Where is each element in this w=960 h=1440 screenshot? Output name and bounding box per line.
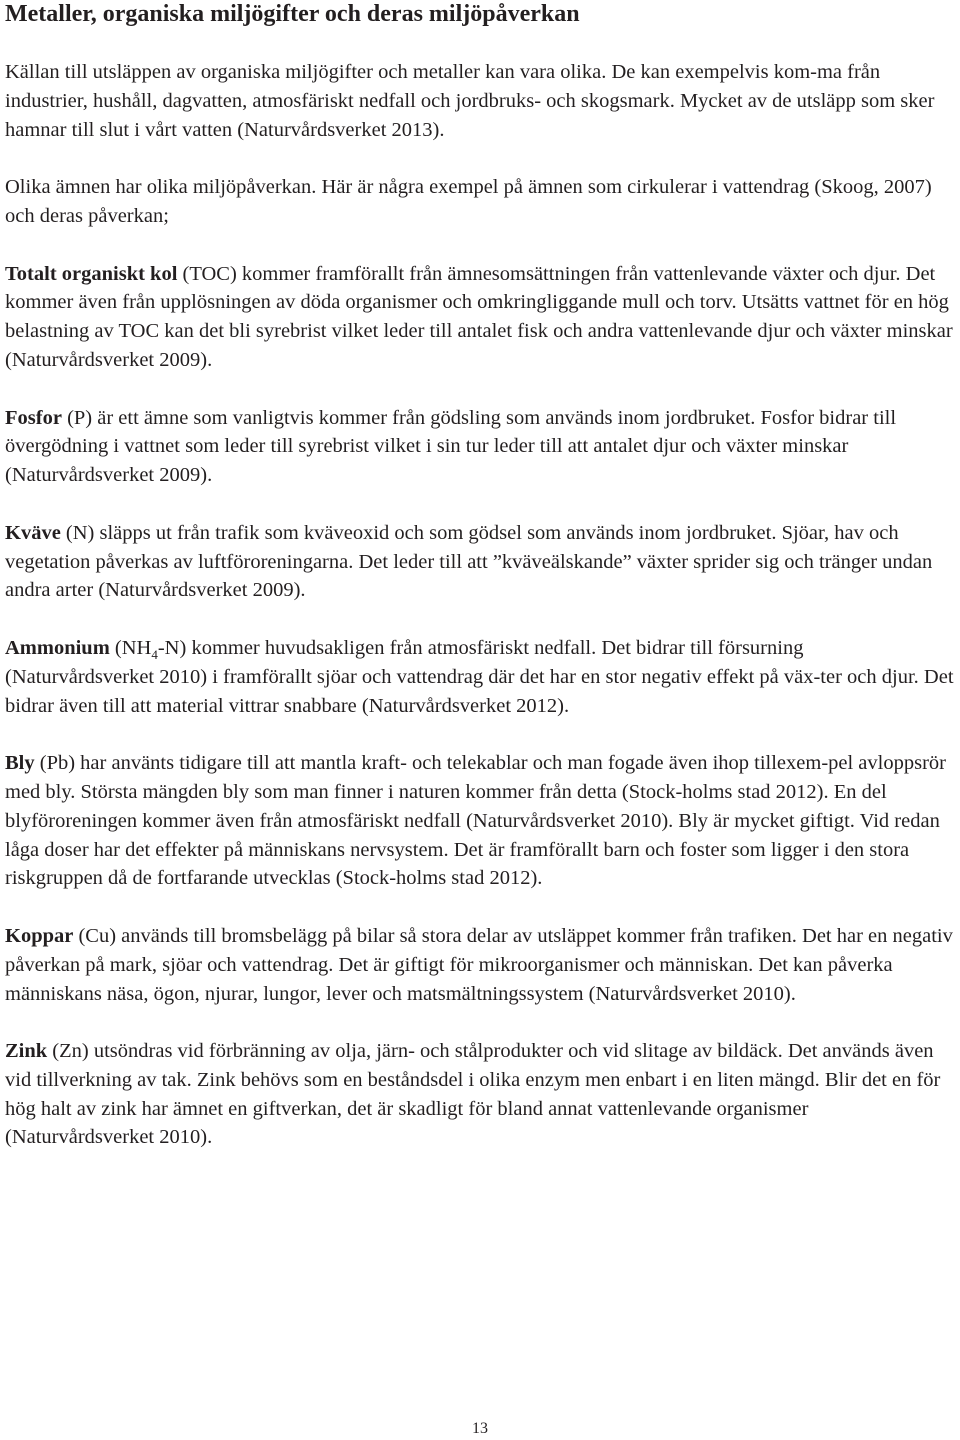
page-title: Metaller, organiska miljögifter och deras miljöpåverkan	[5, 1, 580, 27]
paragraph-ammonium-formula: (NH	[109, 636, 152, 659]
term-fosfor: Fosfor	[5, 406, 62, 429]
paragraph-ammonium	[5, 634, 957, 720]
paragraph-toc-text: (TOC) kommer framförallt från ämnesomsättningen från vattenlevande växter och djur. Det kommer även från upplösningen av döda organismer och omkringliggande mull och torv. Utsätts vattnet för en hög belastning av TOC kan det bli syrebrist vilket leder till antalet fisk och andra vattenlevande djur och växter minskar (Naturvårdsverket 2009).	[5, 262, 953, 371]
document-page	[5, 0, 957, 1152]
paragraph-toc	[5, 260, 957, 375]
paragraph-kvave-text: (N) släpps ut från trafik som kväveoxid och som gödsel som används inom jordbruket. Sjöar, hav och vegetation påverkas av luftföroreningarna. Det leder till att ”kväveälskande” växter sprider sig och tränger undan andra arter (Naturvårdsverket 2009).	[5, 521, 933, 602]
paragraph-fosfor	[5, 404, 957, 490]
paragraph-kvave	[5, 519, 957, 605]
paragraph-bly	[5, 749, 957, 893]
intro-paragraph-sources: Källan till utsläppen av organiska miljögifter och metaller kan vara olika. De kan exempelvis kom-ma från industrier, hushåll, dagvatten, atmosfäriskt nedfall och jordbruks- och skogsmark. Mycket av de utsläpp som sker hamnar till slut i vårt vatten (Naturvårdsverket 2013).	[5, 61, 935, 141]
paragraph-zink	[5, 1037, 957, 1152]
term-ammonium: Ammonium	[5, 636, 110, 659]
term-zink: Zink	[5, 1040, 48, 1063]
term-bly: Bly	[5, 752, 35, 775]
paragraph-koppar-text: (Cu) används till bromsbelägg på bilar så stora delar av utsläppet kommer från trafiken. Det har en negativ påverkan på mark, sjöar och vattendrag. Det är giftigt för mikroorganismer och människan. Det kan påverka människans näsa, ögon, njurar, lungor, lever och matsmältningssystem (Naturvårdsverket 2010).	[5, 924, 953, 1005]
paragraph-zink-text: (Zn) utsöndras vid förbränning av olja, järn- och stålprodukter och vid slitage av bildäck. Det används även vid tillverkning av tak. Zink behövs som en beståndsdel i olika enzym men enbart i en liten mängd. Blir det en för hög halt av zink har ämnet en giftverkan, det är skadligt för bland annat vattenlevande organismer (Naturvårdsverket 2010).	[5, 1040, 941, 1149]
intro-paragraph-substances: Olika ämnen har olika miljöpåverkan. Här är några exempel på ämnen som cirkulerar i vattendrag (Skoog, 2007) och deras påverkan;	[5, 176, 932, 227]
term-kvave: Kväve	[5, 521, 61, 544]
paragraph-fosfor-text: (P) är ett ämne som vanligtvis kommer från gödsling som används inom jordbruket. Fosfor bidrar till övergödning i vattnet som leder till syrebrist vilket i sin tur leder till att antalet djur och växter minskar (Naturvårdsverket 2009).	[5, 406, 897, 487]
formula-subscript: 4	[151, 646, 158, 662]
page-number: 13	[472, 1420, 488, 1437]
paragraph-bly-text: (Pb) har använts tidigare till att mantla kraft- och telekablar och man fogade även ihop tillexem-pel avloppsrör med bly. Största mängden bly som man finner i naturen kommer från detta (Stock-holms stad 2012). En del blyföroreningen kommer även från atmosfäriskt nedfall (Naturvårdsverket 2010). Bly är mycket giftigt. Vid redan låga doser har det effekter på människans nervsystem. Det är framförallt barn och foster som ligger i den stora riskgruppen då de fortfarande utvecklas (Stock-holms stad 2012).	[5, 752, 946, 890]
term-toc: Totalt organiskt kol	[5, 262, 178, 285]
paragraph-koppar	[5, 922, 957, 1008]
term-koppar: Koppar	[5, 924, 74, 947]
paragraph-ammonium-text: -N) kommer huvudsakligen från atmosfäriskt nedfall. Det bidrar till försurning (Naturvårdsverket 2010) i framförallt sjöar och vattendrag där det har en stor negativ effekt på väx-ter och djur. Det bidrar även till att material vittrar snabbare (Naturvårdsverket 2012).	[5, 636, 954, 717]
